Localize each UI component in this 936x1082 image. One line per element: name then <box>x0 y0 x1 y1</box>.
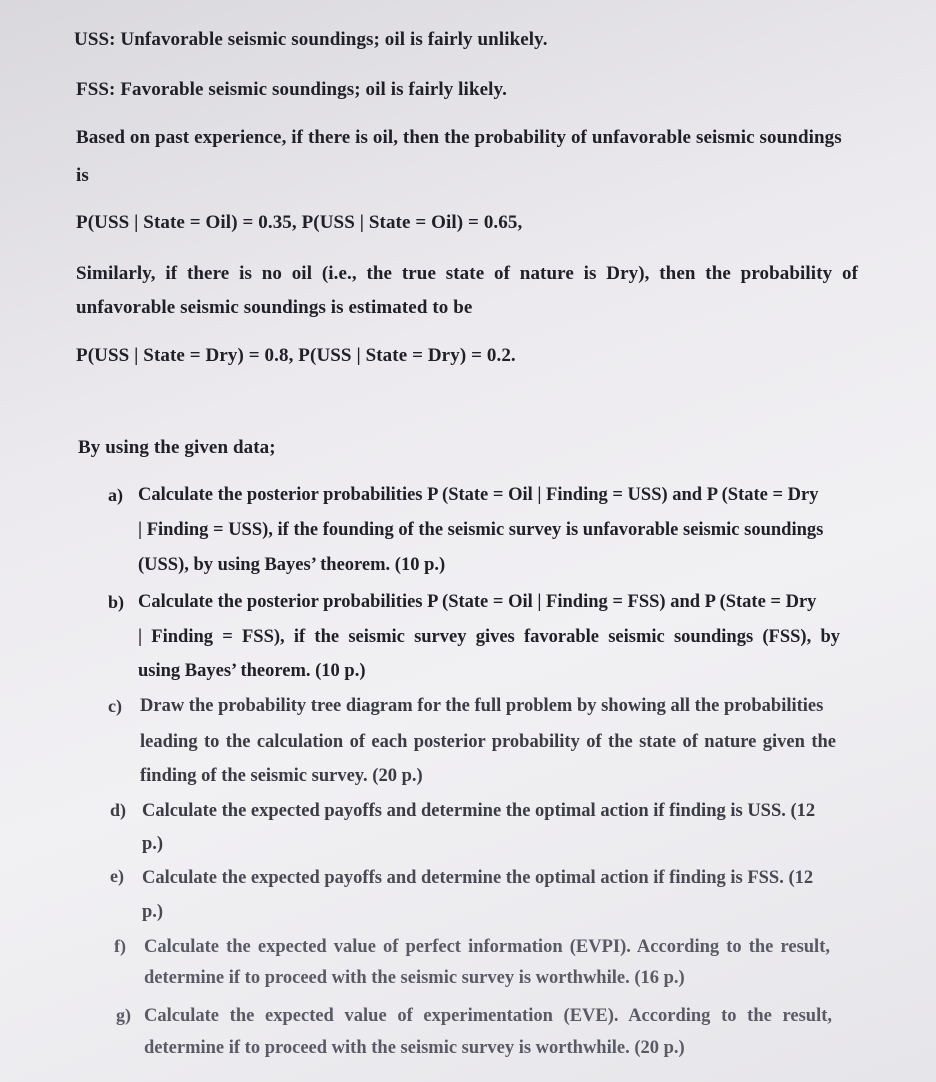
item-a-line-1: Calculate the posterior probabilities P (State = Oil | Finding = USS) and P (State = Dry <box>138 485 819 505</box>
similarly-line-2: unfavorable seismic soundings is estimated to be <box>76 297 473 318</box>
past-experience-line-1: Based on past experience, if there is oil, then the probability of unfavorable seismic soundings <box>76 127 842 148</box>
past-experience-line-2: is <box>76 165 89 186</box>
item-c-line-2: leading to the calculation of each posterior probability of the state of nature given the <box>140 732 836 752</box>
prob-given-oil: P(USS | State = Oil) = 0.35, P(USS | State = Oil) = 0.65, <box>76 212 523 233</box>
item-a-line-3: (USS), by using Bayes’ theorem. (10 p.) <box>138 555 446 575</box>
item-g-label: g) <box>116 1005 131 1025</box>
item-f-label: f) <box>114 936 126 956</box>
item-c-line-1: Draw the probability tree diagram for the full problem by showing all the probabilities <box>140 696 824 716</box>
intro-line: By using the given data; <box>78 437 276 458</box>
item-e-line-2: p.) <box>142 902 164 922</box>
item-d-label: d) <box>110 800 127 820</box>
item-d-line-1: Calculate the expected payoffs and determine the optimal action if finding is USS. (12 <box>142 801 816 821</box>
uss-definition: USS: Unfavorable seismic soundings; oil is fairly unlikely. <box>74 29 548 50</box>
item-f-line-1: Calculate the expected value of perfect information (EVPI). According to the result, <box>144 937 830 957</box>
item-d-line-2: p.) <box>142 834 164 854</box>
item-f-line-2: determine if to proceed with the seismic survey is worthwhile. (16 p.) <box>144 968 685 988</box>
prob-given-dry: P(USS | State = Dry) = 0.8, P(USS | State = Dry) = 0.2. <box>76 345 516 366</box>
fss-definition: FSS: Favorable seismic soundings; oil is fairly likely. <box>76 79 507 100</box>
item-e-line-1: Calculate the expected payoffs and determine the optimal action if finding is FSS. (12 <box>142 868 814 888</box>
item-b-line-1: Calculate the posterior probabilities P (State = Oil | Finding = FSS) and P (State = Dry <box>138 592 817 612</box>
item-e-label: e) <box>110 866 124 886</box>
item-b-label: b) <box>108 592 125 612</box>
similarly-line-1: Similarly, if there is no oil (i.e., the true state of nature is Dry), then the probability of <box>76 263 858 284</box>
item-b-line-3: using Bayes’ theorem. (10 p.) <box>138 661 366 681</box>
item-c-line-3: finding of the seismic survey. (20 p.) <box>140 766 423 786</box>
item-g-line-1: Calculate the expected value of experimentation (EVE). According to the result, <box>144 1006 832 1026</box>
item-a-label: a) <box>108 485 123 505</box>
item-g-line-2: determine if to proceed with the seismic survey is worthwhile. (20 p.) <box>144 1038 685 1058</box>
item-c-label: c) <box>108 696 122 716</box>
item-a-line-2: | Finding = USS), if the founding of the seismic survey is unfavorable seismic soundings <box>138 520 824 540</box>
item-b-line-2: | Finding = FSS), if the seismic survey gives favorable seismic soundings (FSS), by <box>138 627 840 647</box>
